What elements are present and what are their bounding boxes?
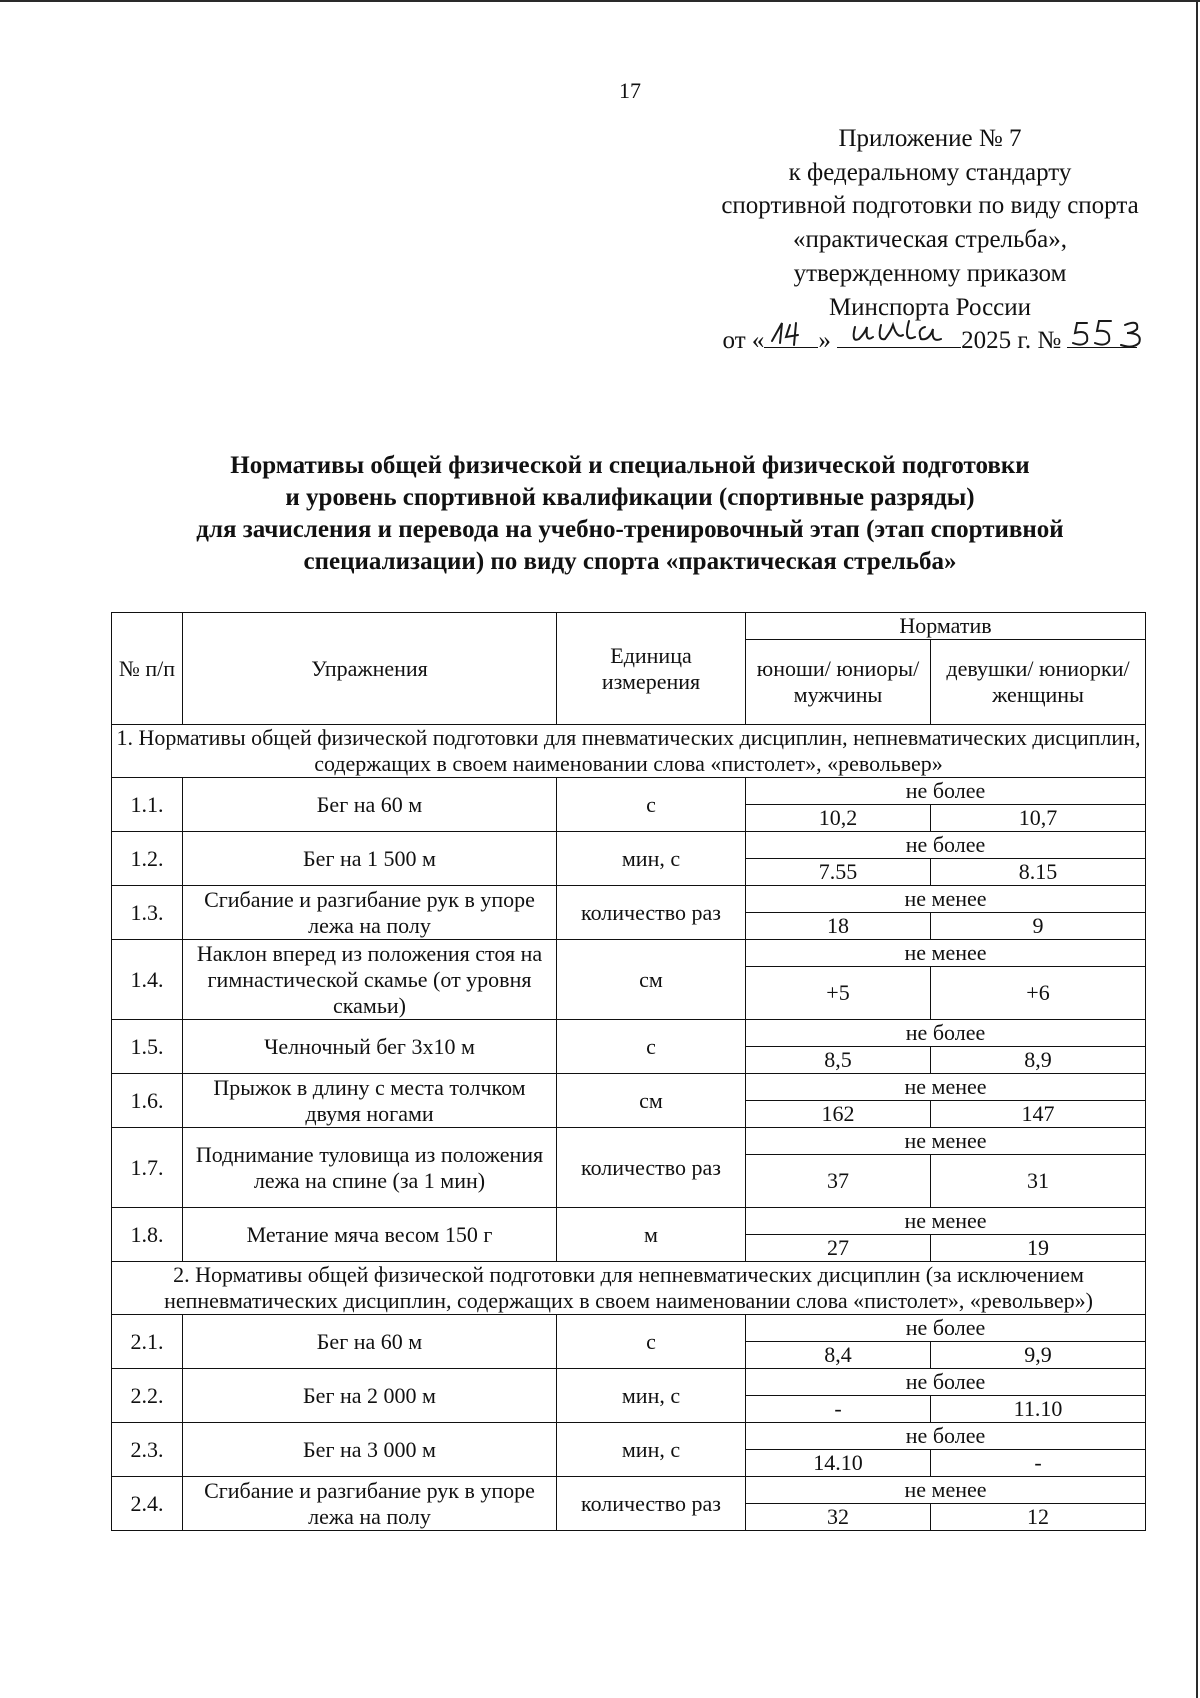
header-row [112,613,1146,640]
table-row [112,1074,1146,1101]
value-male: 8,4 [746,1342,931,1369]
norm-condition: не более [746,832,1146,859]
value-male: 32 [746,1504,931,1531]
value-female: 19 [931,1235,1146,1262]
handwritten-day [764,325,818,348]
norm-condition: не менее [746,1074,1146,1101]
unit: с [557,1315,746,1369]
value-female: 12 [931,1504,1146,1531]
exercise-name: Бег на 60 м [183,1315,557,1369]
annex-line: утвержденному приказом [793,259,1067,287]
order-date-line [640,324,1200,358]
norm-condition: не более [746,1423,1146,1450]
title-line: и уровень спортивной квалификации (спортивные разряды) [285,484,975,511]
row-number: 2.3. [112,1423,183,1477]
annex-line: Минспорта России [828,293,1032,321]
norm-condition: не менее [746,1128,1146,1155]
unit: мин, с [557,1423,746,1477]
norm-condition: не менее [746,940,1146,967]
value-female: 10,7 [931,805,1146,832]
exercise-name: Бег на 2 000 м [183,1369,557,1423]
unit: мин, с [557,832,746,886]
table-row [112,940,1146,967]
exercise-name: Сгибание и разгибание рук в упоре лежа на полу [183,1477,557,1531]
value-male: - [746,1396,931,1423]
document-title [60,450,1200,578]
header-unit: Единица измерения [557,613,746,725]
row-number: 2.1. [112,1315,183,1369]
norm-condition: не более [746,778,1146,805]
value-female: 8.15 [931,859,1146,886]
date-mid: » [818,327,831,355]
header-exercise: Упражнения [183,613,557,725]
exercise-name: Поднимание туловища из положения лежа на спине (за 1 мин) [183,1128,557,1208]
exercise-name: Бег на 1 500 м [183,832,557,886]
table-row [112,778,1146,805]
header-norm: Норматив [746,613,1146,640]
value-female: 31 [931,1155,1146,1208]
row-number: 1.5. [112,1020,183,1074]
annex-line: Приложение № 7 [838,125,1022,152]
date-prefix: от « [722,327,765,355]
value-male: 7.55 [746,859,931,886]
table-row [112,1369,1146,1396]
value-male: 18 [746,913,931,940]
value-male: 10,2 [746,805,931,832]
exercise-name: Метание мяча весом 150 г [183,1208,557,1262]
norm-condition: не менее [746,1208,1146,1235]
value-female: - [931,1450,1146,1477]
handwritten-order-number [1067,325,1137,348]
unit: м [557,1208,746,1262]
annex-line: спортивной подготовки по виду спорта [721,192,1139,220]
title-line: специализации) по виду спорта «практическая стрельба» [303,548,957,575]
value-male: 162 [746,1101,931,1128]
norm-condition: не менее [746,886,1146,913]
norm-condition: не более [746,1020,1146,1047]
unit: с [557,778,746,832]
page-number: 17 [619,78,641,103]
row-number: 1.8. [112,1208,183,1262]
unit: мин, с [557,1369,746,1423]
table-row [112,832,1146,859]
unit: количество раз [557,1128,746,1208]
unit: количество раз [557,886,746,940]
table-row [112,1477,1146,1504]
exercise-name: Челночный бег 3х10 м [183,1020,557,1074]
row-number: 1.7. [112,1128,183,1208]
scan-border-top [0,0,1200,2]
value-male: 14.10 [746,1450,931,1477]
value-male: 27 [746,1235,931,1262]
row-number: 1.4. [112,940,183,1020]
value-female: 9 [931,913,1146,940]
table-row [112,886,1146,913]
header-num: № п/п [112,613,183,725]
value-female: 147 [931,1101,1146,1128]
date-year: 2025 г. № [961,327,1062,355]
value-female: +6 [931,967,1146,1020]
handwritten-month [837,325,961,348]
value-male: 8,5 [746,1047,931,1074]
value-male: +5 [746,967,931,1020]
row-number: 2.4. [112,1477,183,1531]
table-row [112,1128,1146,1155]
annex-block [640,122,1200,358]
value-female: 11.10 [931,1396,1146,1423]
title-line: Нормативы общей физической и специальной физической подготовки [230,452,1030,479]
unit: с [557,1020,746,1074]
title-line: для зачисления и перевода на учебно-тренировочный этап (этап спортивной [196,516,1064,543]
value-female: 8,9 [931,1047,1146,1074]
exercise-name: Сгибание и разгибание рук в упоре лежа на полу [183,886,557,940]
section-title: 1. Нормативы общей физической подготовки для пневматических дисциплин, непневматических дисциплин, содержащих в своем наименовании слова «пистолет», «револьвер» [112,725,1146,778]
header-female: девушки/ юниорки/ женщины [931,640,1146,725]
exercise-name: Наклон вперед из положения стоя на гимнастической скамье (от уровня скамьи) [183,940,557,1020]
annex-line: к федеральному стандарту [788,158,1072,186]
section-title: 2. Нормативы общей физической подготовки для непневматических дисциплин (за исключением непневматических дисциплин, содержащих в своем наименовании слова «пистолет», «револьвер») [112,1262,1146,1315]
table-row [112,1020,1146,1047]
norms-table [111,612,1146,1531]
exercise-name: Бег на 3 000 м [183,1423,557,1477]
norm-condition: не менее [746,1477,1146,1504]
unit: см [557,940,746,1020]
row-number: 1.2. [112,832,183,886]
unit: см [557,1074,746,1128]
exercise-name: Прыжок в длину с места толчком двумя ногами [183,1074,557,1128]
row-number: 2.2. [112,1369,183,1423]
value-female: 9,9 [931,1342,1146,1369]
table-row [112,1208,1146,1235]
table-row [112,1423,1146,1450]
norm-condition: не более [746,1315,1146,1342]
row-number: 1.1. [112,778,183,832]
section-row [112,725,1146,778]
table-row [112,1315,1146,1342]
row-number: 1.3. [112,886,183,940]
header-male: юноши/ юниоры/ мужчины [746,640,931,725]
annex-line: «практическая стрельба», [793,226,1067,254]
value-male: 37 [746,1155,931,1208]
row-number: 1.6. [112,1074,183,1128]
section-row [112,1262,1146,1315]
norm-condition: не более [746,1369,1146,1396]
exercise-name: Бег на 60 м [183,778,557,832]
unit: количество раз [557,1477,746,1531]
